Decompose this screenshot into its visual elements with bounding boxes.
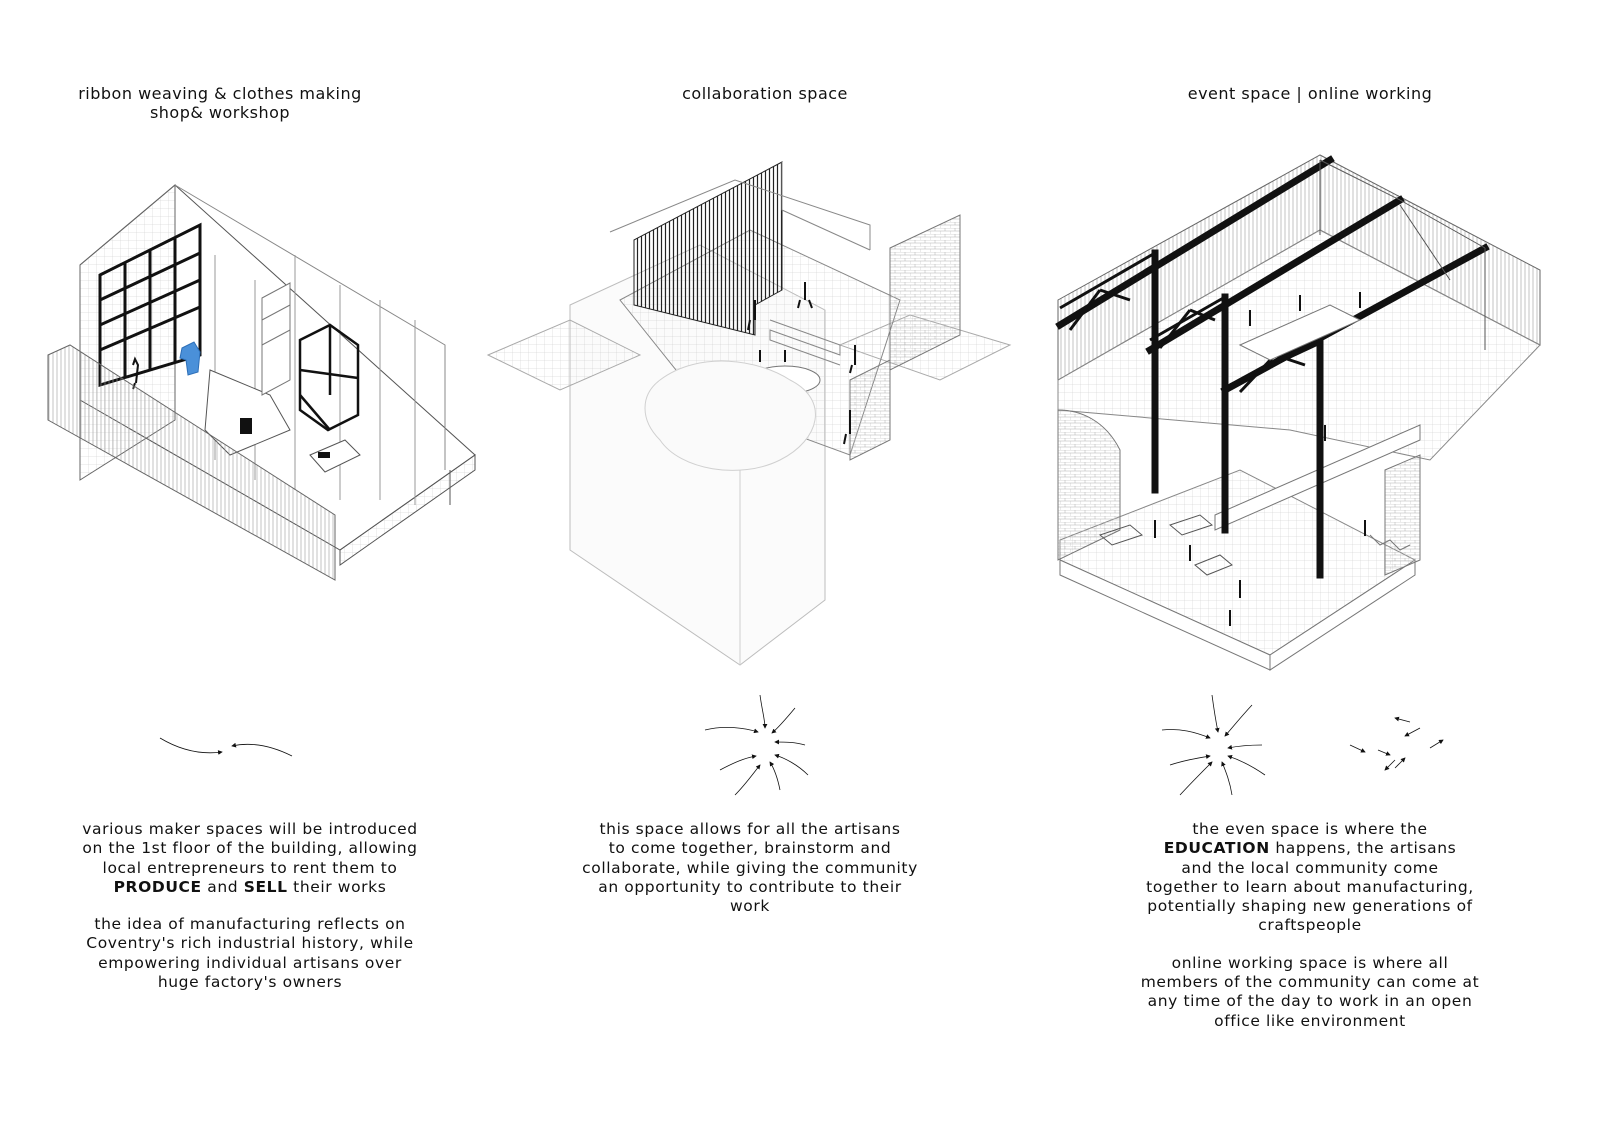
text-fragment: happens, the artisans [1275, 839, 1457, 858]
panel-3-title-line-1: event space | online working [1187, 84, 1433, 103]
flow-diagram-4 [1350, 718, 1443, 770]
panel-1-title-line-2: shop& workshop [149, 103, 291, 122]
keyword-education: EDUCATION [1163, 839, 1270, 858]
event-space-axonometric [1058, 155, 1540, 670]
text-line: an opportunity to contribute to their [598, 877, 902, 896]
panel-1-paragraph-1 [55, 820, 445, 897]
text-line: craftspeople [1258, 916, 1362, 935]
panel-2-description [565, 820, 935, 934]
text-line [1115, 839, 1505, 858]
text-line: to come together, brainstorm and [608, 839, 892, 858]
text-fragment: and [207, 877, 239, 896]
panel-2-title-line-1: collaboration space [682, 84, 848, 103]
text-line: potentially shaping new generations of [1147, 897, 1473, 916]
text-line: work [730, 897, 770, 916]
text-line: together to learn about manufacturing, [1146, 877, 1474, 896]
text-line: on the 1st floor of the building, allowing [82, 839, 418, 858]
text-line: the even space is where the [1192, 820, 1428, 838]
text-line: any time of the day to work in an open [1147, 992, 1473, 1011]
keyword-sell: SELL [243, 877, 288, 896]
text-line: office like environment [1214, 1011, 1406, 1030]
panel-1-title-line-1: ribbon weaving & clothes making [78, 84, 362, 103]
text-line: various maker spaces will be introduced [82, 820, 418, 838]
text-line [55, 878, 445, 897]
text-line: members of the community can come at [1140, 973, 1480, 992]
workshop-axonometric [48, 185, 475, 580]
panel-1-paragraph-2 [55, 915, 445, 992]
text-line: this space allows for all the artisans [599, 820, 901, 838]
text-line: local entrepreneurs to rent them to [102, 858, 398, 877]
text-line: the idea of manufacturing reflects on [94, 915, 406, 934]
panel-3-paragraph-1 [1115, 820, 1505, 936]
panel-2-paragraph-1 [565, 820, 935, 916]
text-line: empowering individual artisans over [98, 953, 402, 972]
keyword-produce: PRODUCE [113, 877, 202, 896]
text-line: huge factory's owners [157, 973, 343, 992]
text-line: and the local community come [1181, 858, 1439, 877]
panel-1-description [55, 820, 445, 1010]
flow-diagram-3 [1162, 695, 1265, 795]
collaboration-axonometric [488, 162, 1010, 665]
flow-diagram-1 [160, 738, 292, 756]
text-line: Coventry's rich industrial history, while [86, 934, 414, 953]
text-line: online working space is where all [1171, 953, 1449, 972]
flow-diagram-2 [705, 695, 808, 795]
panel-3-paragraph-2 [1115, 954, 1505, 1031]
text-fragment: their works [293, 877, 387, 896]
panel-3-description [1115, 820, 1505, 1049]
text-line: collaborate, while giving the community [582, 858, 918, 877]
